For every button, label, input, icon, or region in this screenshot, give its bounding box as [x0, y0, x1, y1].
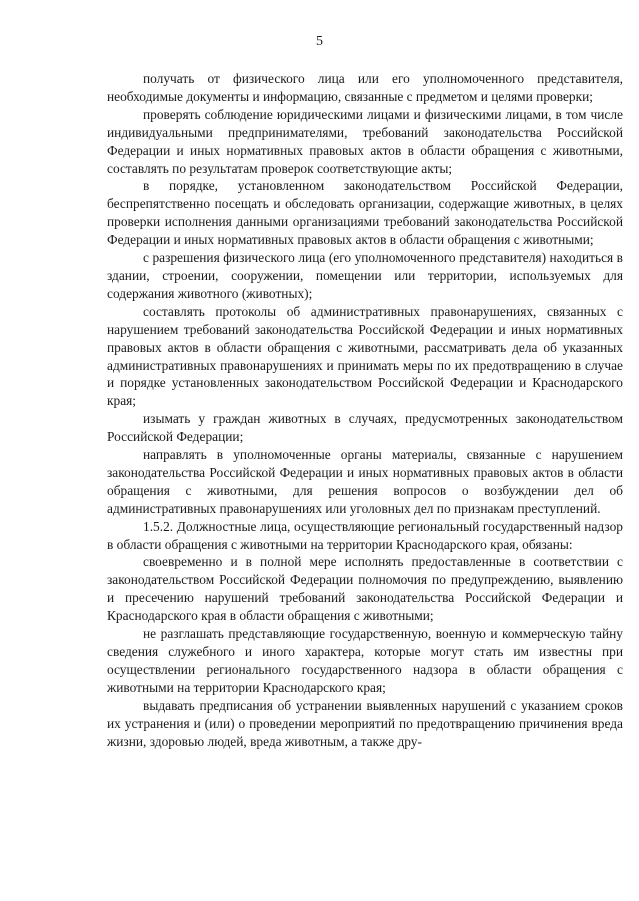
paragraph: получать от физического лица или его уполномоченного представителя, необходимые документы и информацию, связанные с предметом и целями проверки; — [107, 71, 623, 104]
paragraph: 1.5.2. Должностные лица, осуществляющие региональный государственный надзор в области обращения с животными на территории Краснодарского края, обязаны: — [107, 518, 623, 552]
paragraph: с разрешения физического лица (его уполномоченного представителя) находиться в здании, строении, сооружении, помещении или территории, используемых для содержания животного (животных); — [107, 250, 623, 301]
paragraph: проверять соблюдение юридическими лицами и физическими лицами, в том числе индивидуальными предпринимателями, требований законодательства Российской Федерации и иных нормативных правовых актов в области обращения с животными, составлять по результатам проверок соответствующие акты; — [107, 106, 623, 176]
paragraph: своевременно и в полной мере исполнять предоставленные в соответствии с законодательством Российской Федерации полномочия по предупреждению, выявлению и пресечению нарушений требований законодательства Российской Федерации и Краснодарского края в области обращения с животными; — [107, 554, 623, 624]
paragraph: составлять протоколы об административных правонарушениях, связанных с нарушением требований законодательства Российской Федерации и иных нормативных правовых актов в области обращения с животными, рассматривать дела об указанных административных правонарушениях и принимать меры по их предотвращению в случае и порядке установленных законодательством Российской Федерации и Краснодарского края; — [107, 303, 623, 409]
paragraph: изымать у граждан животных в случаях, предусмотренных законодательством Российской Федерации; — [107, 411, 623, 445]
paragraph: не разглашать представляющие государственную, военную и коммерческую тайну сведения служебного и иного характера, которые могут стать им известны при осуществлении регионального государственного надзора в области обращения с животными на территории Краснодарского края; — [107, 626, 623, 695]
paragraph: выдавать предписания об устранении выявленных нарушений с указанием сроков их устранения и (или) о проведении мероприятий по предотвращению причинения вреда жизни, здоровью людей, вреда животным, а также дру- — [107, 697, 623, 749]
page-number: 5 — [316, 34, 323, 49]
document-body — [107, 70, 623, 750]
paragraph: в порядке, установленном законодательством Российской Федерации, беспрепятственно посещать и обследовать организации, содержащие животных, в целях проверки исполнения данными организациями требований законодательства Российской Федерации и иных нормативных правовых актов в области обращения с животными; — [107, 178, 623, 248]
paragraph: направлять в уполномоченные органы материалы, связанные с нарушением законодательства Российской Федерации и иных нормативных правовых актов в области обращения с животными, для решения вопросов о возбуждении дел об административных правонарушениях или уголовных дел по признакам преступлений. — [107, 447, 623, 516]
